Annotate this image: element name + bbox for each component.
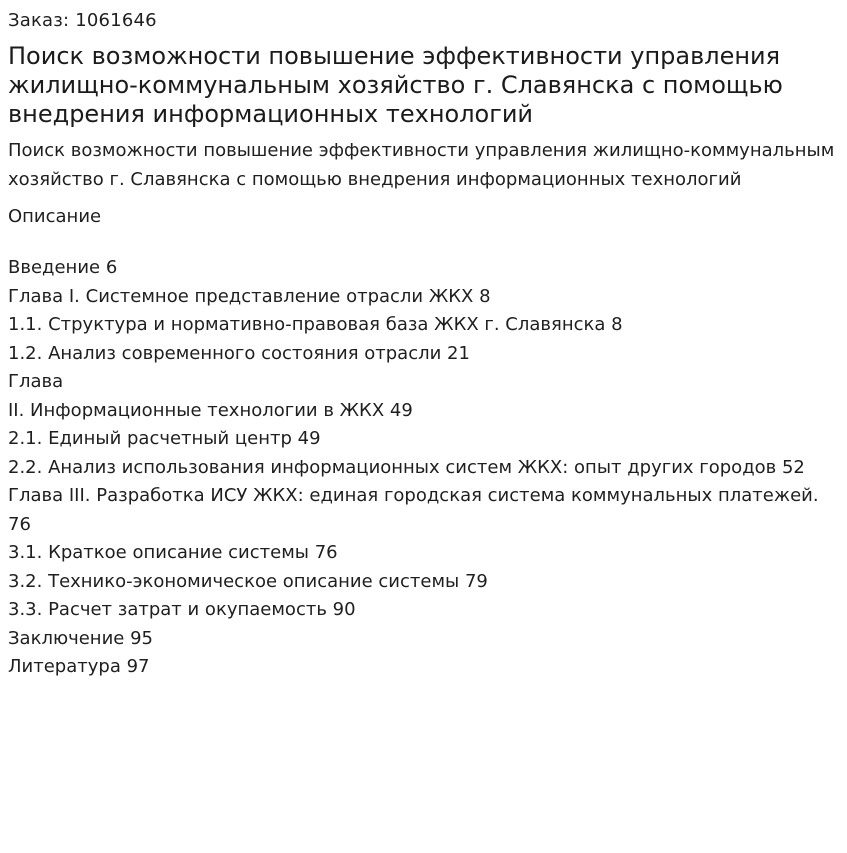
toc-item: Глава I. Системное представление отрасли ЖКХ 8 xyxy=(8,285,491,307)
toc-item: Литература 97 xyxy=(8,656,150,677)
order-number: Заказ: 1061646 xyxy=(8,10,157,31)
toc-item: 2.1. Единый расчетный центр 49 xyxy=(8,428,321,449)
description-heading: Описание xyxy=(8,206,102,227)
table-of-contents xyxy=(8,254,839,682)
document-title: Поиск возможности повышение эффективности управления жилищно-коммунальным хозяйство г. Славянска с помощью внедрения информационных технологий xyxy=(8,42,783,128)
toc-item: Заключение 95 xyxy=(8,627,153,649)
toc-item: Введение 6 xyxy=(8,257,118,278)
toc-item: Глава xyxy=(8,371,64,392)
toc-item: 1.2. Анализ современного состояния отрасли 21 xyxy=(8,342,470,364)
toc-item: 1.1. Структура и нормативно-правовая база ЖКХ г. Славянска 8 xyxy=(8,314,623,335)
toc-item: 3.1. Краткое описание системы 76 xyxy=(8,542,338,563)
toc-item: 2.2. Анализ использования информационных систем ЖКХ: опыт других городов 52 xyxy=(8,456,805,478)
toc-item: II. Информационные технологии в ЖКХ 49 xyxy=(8,399,413,421)
document-subtitle: Поиск возможности повышение эффективности управления жилищно-коммунальным хозяйство г. Славянска с помощью внедрения информационных технологий xyxy=(8,140,835,190)
toc-item: 3.3. Расчет затрат и окупаемость 90 xyxy=(8,599,356,620)
toc-item: Глава III. Разработка ИСУ ЖКХ: единая городская система коммунальных платежей. 76 xyxy=(8,485,819,535)
toc-item: 3.2. Технико-экономическое описание системы 79 xyxy=(8,570,488,592)
